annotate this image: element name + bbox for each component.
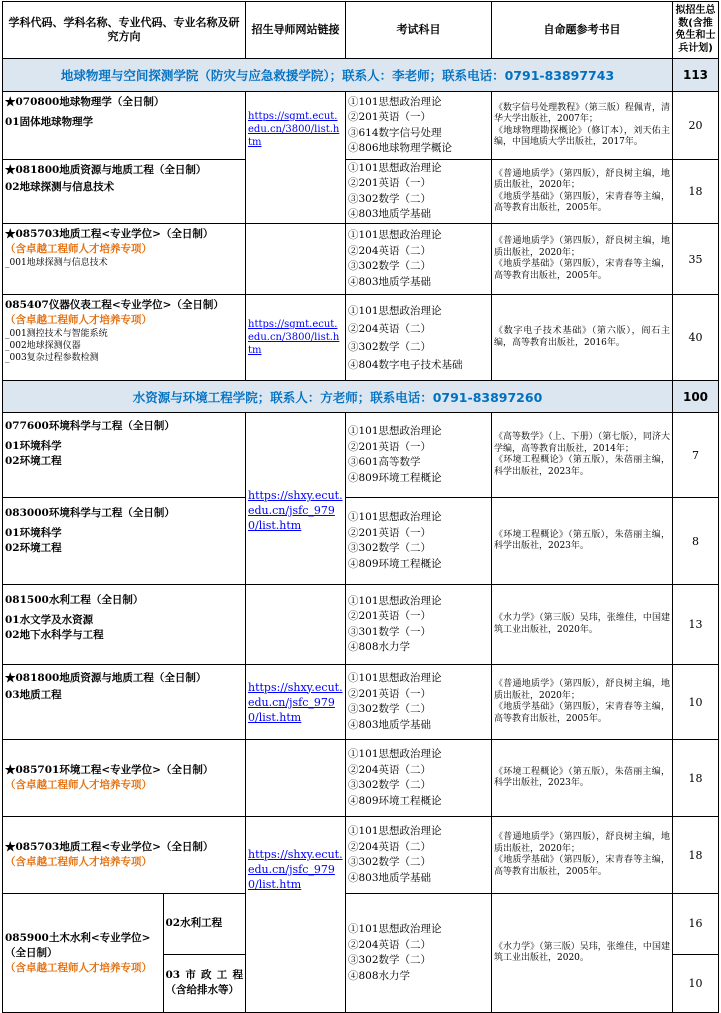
- exam-subject: ③302数学（二）: [348, 340, 432, 353]
- quota-cell: [673, 894, 719, 1013]
- exam-cell: [346, 413, 492, 498]
- mentor-link[interactable]: https://shxy.ecut.edu.cn/jsfc_9790/list.htm: [248, 489, 343, 532]
- book-cell: [492, 498, 673, 585]
- exam-subject: ③614数字信号处理: [348, 126, 442, 139]
- exam-subject: ①101思想政治理论: [348, 923, 442, 935]
- reference-book: 《水力学》（第三版）吴玮，张维佳，中国建筑工业出版社，2020。: [494, 941, 670, 963]
- exam-subject: ③302数学（二）: [348, 542, 432, 554]
- major-cell: [3, 413, 246, 498]
- program-note: （含卓越工程师人才培养专项）: [5, 779, 152, 791]
- exam-subject: ③301数学（一）: [348, 625, 432, 638]
- reference-book: 《数字信号处理教程》（第三版）程佩青，清华大学出版社，2007年；: [494, 102, 670, 124]
- book-cell: [492, 894, 673, 1013]
- quota-count: 18: [673, 160, 719, 224]
- major-cell: [3, 92, 246, 160]
- direction: 02地球探测与信息技术: [5, 181, 115, 193]
- header-count: 拟招生总数(含推免生和士兵计划): [673, 2, 719, 59]
- book-cell: [492, 585, 673, 665]
- reference-book: 《地质学基础》（第四版），宋青春等主编，高等教育出版社，2005年。: [494, 855, 670, 877]
- quota-count: 8: [673, 498, 719, 585]
- major-cell: [3, 498, 246, 585]
- header-major: 学科代码、学科名称、专业代码、专业名称及研究方向: [3, 2, 246, 59]
- book-cell: [492, 160, 673, 224]
- exam-subject: ④803地质学基础: [348, 871, 432, 884]
- reference-book: 《普通地质学》（第四版），舒良树主编，地质出版社，2020年；: [494, 679, 670, 701]
- major-cell: [3, 295, 246, 381]
- exam-subject: ③302数学（二）: [348, 954, 432, 966]
- direction: 01固体地球物理学: [5, 116, 94, 128]
- reference-book: 《环境工程概论》（第五版），朱蓓丽主编，科学出版社，2023年。: [494, 766, 670, 788]
- direction: _002地球探测仪器: [5, 341, 81, 351]
- exam-subject: ①101思想政治理论: [348, 95, 442, 108]
- link-cell: [246, 817, 346, 1013]
- table-row: [3, 817, 719, 894]
- major-name: ★081800地质资源与地质工程（全日制）: [5, 164, 207, 176]
- header-row: [3, 2, 719, 59]
- program-note: （含卓越工程师人才培养专项）: [5, 243, 152, 255]
- reference-book: 《环境工程概论》（第五版），朱蓓丽主编，科学出版社，2023年。: [494, 529, 670, 551]
- exam-subject: ①101思想政治理论: [348, 304, 442, 317]
- table-row: [3, 740, 719, 817]
- major-name: 081500水利工程（全日制）: [5, 594, 144, 606]
- exam-subject: ④803地质学基础: [348, 275, 432, 288]
- book-cell: [492, 665, 673, 740]
- book-cell: [492, 740, 673, 817]
- sub-direction: 02水利工程: [163, 894, 245, 954]
- book-cell: [492, 413, 673, 498]
- major-name: ★085703地质工程<专业学位>（全日制）: [5, 841, 214, 853]
- table-row: [3, 894, 719, 1013]
- section-header: [3, 59, 719, 92]
- major-cell: [3, 817, 246, 894]
- mentor-link[interactable]: https://shxy.ecut.edu.cn/jsfc_9790/list.htm: [248, 848, 343, 891]
- quota-count: 40: [673, 295, 719, 381]
- direction: 03地质工程: [5, 689, 62, 701]
- direction: _003复杂过程参数检测: [5, 353, 99, 363]
- header-link: 招生导师网站链接: [246, 2, 346, 59]
- exam-cell: [346, 224, 492, 295]
- quota-count: 35: [673, 224, 719, 295]
- book-cell: [492, 817, 673, 894]
- book-cell: [492, 224, 673, 295]
- direction: _001测控技术与智能系统: [5, 329, 108, 339]
- major-cell: [3, 894, 246, 1013]
- link-cell-empty: [246, 224, 346, 295]
- major-cell: [3, 160, 246, 224]
- section-count: 100: [673, 381, 719, 413]
- reference-book: 《地球物理勘探概论》（修订本），刘天佑主编，中国地质大学出版社，2017年。: [494, 125, 670, 147]
- major-cell: [3, 665, 246, 740]
- exam-subject: ④809环境工程概论: [348, 557, 442, 570]
- reference-book: 《地质学基础》（第四版），宋青春等主编，高等教育出版社，2005年。: [494, 702, 670, 724]
- table-row: [3, 413, 719, 498]
- exam-subject: ③302数学（二）: [348, 260, 432, 272]
- exam-subject: ③302数学（二）: [348, 856, 432, 868]
- reference-book: 《高等数学》（上、下册）（第七版），同济大学编，高等教育出版社，2014年；: [494, 432, 670, 454]
- program-note: （含卓越工程师人才培养专项）: [5, 314, 152, 326]
- exam-subject: ②204英语（二）: [348, 244, 432, 257]
- reference-book: 《环境工程概论》（第五版），朱蓓丽主编，科学出版社，2023年。: [494, 455, 670, 477]
- quota-count: 13: [673, 585, 719, 665]
- table-row: [3, 498, 719, 585]
- quota-count: 20: [673, 92, 719, 160]
- header-exam: 考试科目: [346, 2, 492, 59]
- program-note: （含卓越工程师人才培养专项）: [5, 856, 152, 868]
- link-cell: [246, 92, 346, 224]
- exam-subject: ①101思想政治理论: [348, 825, 442, 837]
- major-subtable: [3, 894, 245, 1012]
- exam-subject: ③302数学（二）: [348, 779, 432, 791]
- book-cell: [492, 295, 673, 381]
- reference-book: 《地质学基础》（第四版），宋青春等主编，高等教育出版社，2005年。: [494, 191, 670, 213]
- reference-book: 《地质学基础》（第四版），宋青春等主编，高等教育出版社，2005年。: [494, 259, 670, 281]
- quota-count: 7: [673, 413, 719, 498]
- major-cell: [3, 740, 246, 817]
- exam-subject: ②204英语（二）: [348, 840, 432, 853]
- direction: 02环境工程: [5, 455, 62, 467]
- exam-subject: ②201英语（一）: [348, 687, 432, 700]
- link-cell: [246, 295, 346, 381]
- exam-subject: ②201英语（一）: [348, 440, 432, 453]
- exam-subject: ②204英语（二）: [348, 322, 432, 335]
- quota-count: 10: [673, 665, 719, 740]
- table-row: [3, 665, 719, 740]
- exam-cell: [346, 295, 492, 381]
- reference-book: 《普通地质学》（第四版），舒良树主编，地质出版社，2020年；: [494, 236, 670, 258]
- exam-subject: ③601高等数学: [348, 456, 421, 468]
- admission-table: [2, 1, 719, 1013]
- section-header: [3, 381, 719, 413]
- direction: _001地球探测与信息技术: [5, 258, 108, 268]
- direction: 02环境工程: [5, 542, 62, 554]
- link-cell: [246, 413, 346, 585]
- quota-count: 10: [673, 954, 718, 1012]
- exam-cell: [346, 92, 492, 160]
- reference-book: 《数字电子技术基础》（第六版），阎石主编，高等教育出版社，2016年。: [494, 326, 670, 348]
- major-name: ★085703地质工程<专业学位>（全日制）: [5, 228, 214, 240]
- book-cell: [492, 92, 673, 160]
- exam-subject: ④809环境工程概论: [348, 794, 442, 807]
- direction: 01环境科学: [5, 527, 62, 539]
- exam-subject: ②204英语（二）: [348, 938, 432, 951]
- mentor-link[interactable]: https://sgmt.ecut.edu.cn/3800/list.htm: [248, 111, 340, 148]
- exam-subject: ④803地质学基础: [348, 208, 432, 220]
- link-cell-empty: [246, 740, 346, 817]
- sub-direction: 03市政工程（含给排水等）: [163, 954, 245, 1012]
- exam-cell: [346, 817, 492, 894]
- major-cell: [3, 224, 246, 295]
- major-name: ★081800地质资源与地质工程（全日制）: [5, 672, 207, 684]
- major-name: 085900土木水利<专业学位>（全日制）: [5, 931, 151, 959]
- reference-book: 《普通地质学》（第四版），舒良树主编，地质出版社，2020年；: [494, 832, 670, 854]
- exam-subject: ①101思想政治理论: [348, 161, 442, 174]
- exam-subject: ①101思想政治理论: [348, 511, 442, 523]
- mentor-link[interactable]: https://shxy.ecut.edu.cn/jsfc_9790/list.htm: [248, 680, 343, 724]
- quota-count: 18: [673, 740, 719, 817]
- exam-subject: ④808水力学: [348, 969, 411, 982]
- quota-count: 16: [673, 894, 718, 954]
- exam-cell: [346, 894, 492, 1013]
- exam-subject: ④803地质学基础: [348, 718, 432, 731]
- major-name: 085407仪器仪表工程<专业学位>（全日制）: [5, 299, 224, 311]
- section-count: 113: [673, 59, 719, 92]
- exam-subject: ③302数学（二）: [348, 703, 432, 715]
- quota-count: 18: [673, 817, 719, 894]
- exam-cell: [346, 160, 492, 224]
- exam-subject: ②204英语（二）: [348, 763, 432, 776]
- exam-cell: [346, 498, 492, 585]
- exam-subject: ①101思想政治理论: [348, 748, 442, 760]
- exam-subject: ①101思想政治理论: [348, 594, 442, 607]
- exam-subject: ④809环境工程概论: [348, 471, 442, 484]
- reference-book: 《水力学》（第三版）吴玮，张维佳，中国建筑工业出版社，2020年。: [494, 613, 670, 635]
- direction: 02地下水科学与工程: [5, 629, 104, 641]
- mentor-link[interactable]: https://sgmt.ecut.edu.cn/3800/list.htm: [248, 319, 340, 356]
- major-cell: [3, 585, 246, 665]
- major-main: [3, 894, 163, 1012]
- direction: 01水文学及水资源: [5, 614, 94, 626]
- exam-cell: [346, 665, 492, 740]
- table-row: [3, 92, 719, 160]
- exam-subject: ①101思想政治理论: [348, 425, 442, 437]
- major-name: 083000环境科学与工程（全日制）: [5, 507, 175, 519]
- link-cell: [246, 665, 346, 740]
- exam-subject: ②201英语（一）: [348, 610, 432, 622]
- link-cell-empty: [246, 585, 346, 665]
- table-row: [3, 295, 719, 381]
- exam-subject: ②201英语（一）: [348, 177, 432, 189]
- exam-subject: ④808水力学: [348, 641, 411, 653]
- exam-cell: [346, 740, 492, 817]
- exam-subject: ④806地球物理学概论: [348, 142, 453, 154]
- direction: 01环境科学: [5, 440, 62, 452]
- section-title: 地球物理与空间探测学院（防灾与应急救援学院）；联系人：李老师；联系电话：0791-83897743: [3, 59, 673, 92]
- exam-subject: ④804数字电子技术基础: [348, 358, 463, 371]
- program-note: （含卓越工程师人才培养专项）: [5, 961, 152, 974]
- exam-subject: ③302数学（二）: [348, 192, 432, 205]
- major-name: ★070800地球物理学（全日制）: [5, 96, 165, 108]
- reference-book: 《普通地质学》（第四版），舒良树主编，地质出版社，2020年；: [494, 168, 670, 190]
- exam-subject: ①101思想政治理论: [348, 672, 442, 684]
- exam-subject: ②201英语（一）: [348, 111, 432, 123]
- table-row: [3, 160, 719, 224]
- exam-subject: ①101思想政治理论: [348, 229, 442, 241]
- table-row: [3, 585, 719, 665]
- exam-subject: ②201英语（一）: [348, 526, 432, 539]
- major-name: ★085701环境工程<专业学位>（全日制）: [5, 764, 214, 776]
- exam-cell: [346, 585, 492, 665]
- table-row: [3, 224, 719, 295]
- section-title: 水资源与环境工程学院；联系人：方老师；联系电话：0791-83897260: [3, 381, 673, 413]
- header-books: 自命题参考书目: [492, 2, 673, 59]
- major-name: 077600环境科学与工程（全日制）: [5, 420, 175, 432]
- quota-subtable: [673, 894, 718, 1012]
